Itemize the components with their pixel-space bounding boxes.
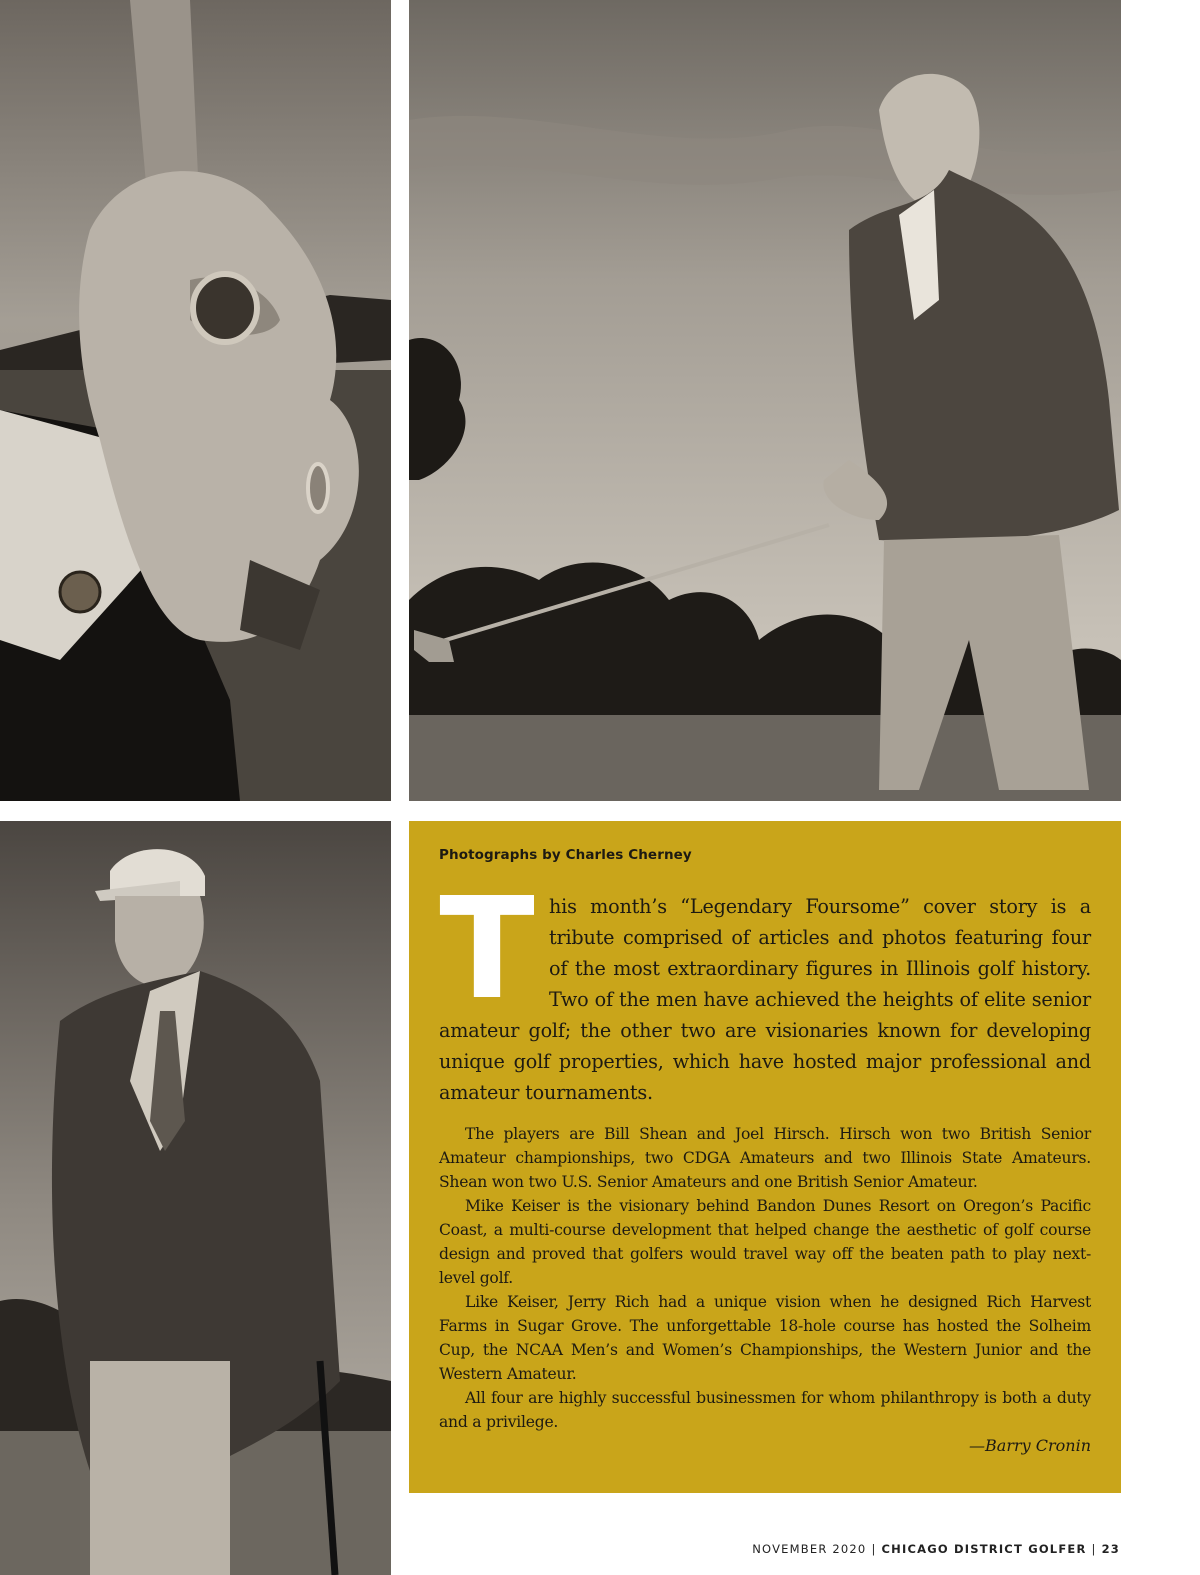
photo-hand-grip <box>0 0 391 801</box>
body-paragraph: Mike Keiser is the visionary behind Bandon Dunes Resort on Oregon’s Pacific Coast, a multi-course development that helped change the aesthetic of golf course design and proved that golfers would travel way off the beaten path to play next-level golf. <box>439 1197 1091 1287</box>
drop-cap <box>439 893 535 1003</box>
photo-golfer-portrait <box>0 821 391 1575</box>
page-folio <box>752 1542 1120 1556</box>
folio-divider: | <box>1091 1542 1097 1556</box>
body-paragraph: The players are Bill Shean and Joel Hirsch. Hirsch won two British Senior Amateur championships, two CDGA Amateurs and two Illinois State Amateurs. Shean won two U.S. Senior Amateurs and one British Senior Amateur. <box>439 1125 1091 1191</box>
folio-date: NOVEMBER 2020 <box>752 1542 867 1556</box>
intro-box <box>409 821 1121 1493</box>
body-text <box>439 1122 1091 1455</box>
lead-paragraph: his month’s “Legendary Foursome” cover story is a tribute comprised of articles and photos featuring four of the most extraordinary figures in Illinois golf history. Two of the men have achieved the heights of elite senior amateur golf; the other two are visionaries known for developing unique golf properties, which have hosted major professional and amateur tournaments. <box>439 895 1091 1104</box>
body-paragraph: Like Keiser, Jerry Rich had a unique vision when he designed Rich Harvest Farms in Sugar Grove. The unforgettable 18-hole course has hosted the Solheim Cup, the NCAA Men’s and Women’s Championships, the Western Junior and the Western Amateur. <box>439 1293 1091 1383</box>
folio-divider: | <box>871 1542 877 1556</box>
folio-publication: CHICAGO DISTRICT GOLFER <box>881 1542 1087 1556</box>
photo-credit: Photographs by Charles Cherney <box>439 847 692 863</box>
drop-cap-letter: T <box>439 893 535 1003</box>
body-paragraph: All four are highly successful businessmen for whom philanthropy is both a duty and a privilege. <box>439 1389 1091 1431</box>
photo-golfer-swing <box>409 0 1121 801</box>
author-signature: —Barry Cronin <box>969 1436 1091 1455</box>
page-number: 23 <box>1101 1542 1120 1556</box>
lead-paragraph-wrap <box>439 891 1091 1108</box>
